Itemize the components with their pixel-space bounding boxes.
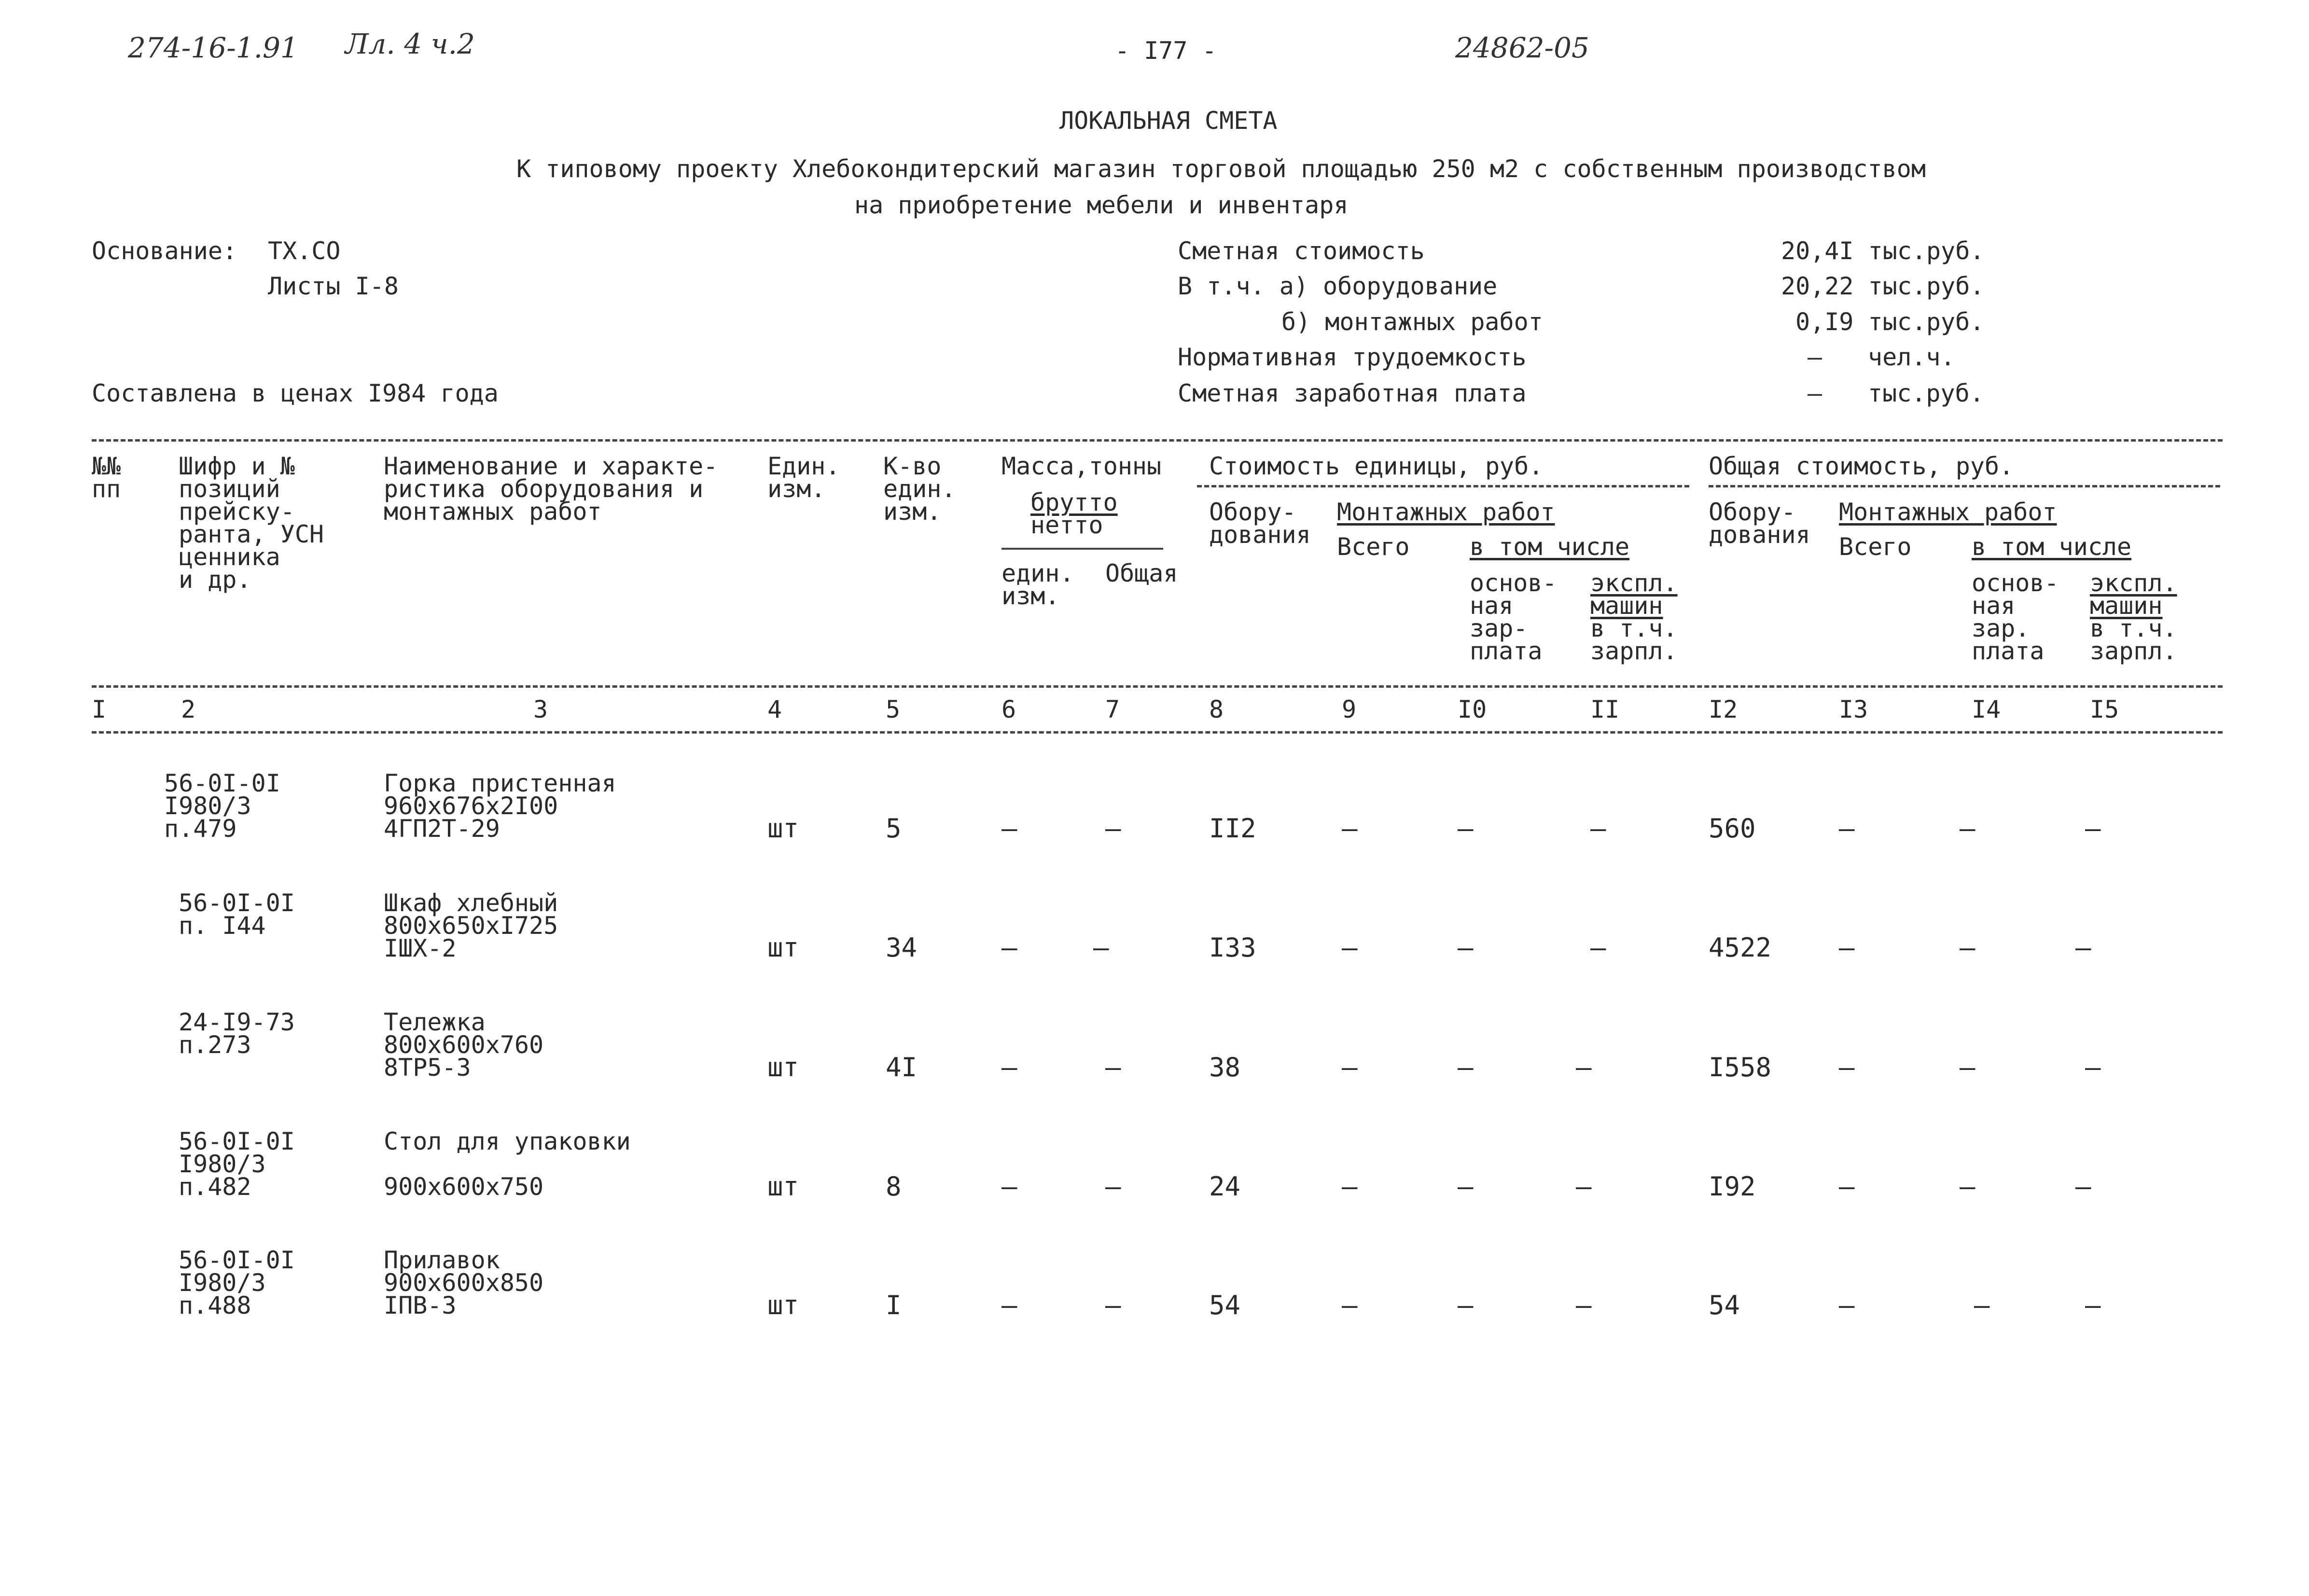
row-unit: шт — [767, 932, 799, 963]
row-price-code: 56-0I-0I п. I44 — [179, 889, 295, 940]
row-unit-equipment-cost: I33 — [1209, 932, 1256, 963]
col-header-unit-machines-wage: в т.ч. зарпл. — [1590, 614, 1678, 665]
row-mass-unit: – — [1001, 1171, 1017, 1202]
col-header-name: Наименование и характе- ристика оборудования и монтажных работ — [384, 452, 718, 526]
row-total-machines: – — [2075, 1171, 2091, 1202]
col-group-unit-including: в том числе — [1470, 533, 1630, 561]
row-item-name: Стол для упаковки 900х600х750 — [384, 1127, 631, 1201]
labor-intensity-label: Нормативная трудоемкость — [1178, 343, 1527, 371]
column-number: 4 — [767, 695, 782, 723]
row-item-name: Горка пристенная 960х676х2I00 4ГП2Т-29 — [384, 769, 616, 843]
row-item-name: Тележка 800х600х760 8ТР5-3 — [384, 1008, 544, 1082]
row-total-install-total: – — [1839, 932, 1855, 963]
row-total-equipment-cost: I558 — [1709, 1052, 1772, 1083]
row-total-machines: – — [2075, 932, 2091, 963]
column-number: 8 — [1209, 695, 1224, 723]
row-total-base-wage: – — [1974, 1290, 1990, 1320]
row-total-equipment-cost: 4522 — [1709, 932, 1772, 963]
row-unit-install-total: – — [1342, 1290, 1358, 1320]
row-price-code: 56-0I-0I I980/3 п.479 — [164, 769, 280, 843]
column-number: 2 — [181, 695, 196, 723]
col-header-unit: Един. изм. — [767, 452, 840, 503]
row-total-equipment-cost: 54 — [1709, 1290, 1740, 1320]
column-number: II — [1590, 695, 1620, 723]
col-header-brutto: брутто — [1030, 488, 1118, 516]
row-unit-base-wage: – — [1458, 1052, 1474, 1083]
col-header-total-machines: экспл. машин — [2090, 569, 2177, 620]
row-unit-install-total: – — [1342, 813, 1358, 844]
row-unit-base-wage: – — [1458, 813, 1474, 844]
price-basis: Составлена в ценах I984 года — [92, 379, 499, 407]
installation-cost-label: б) монтажных работ — [1281, 308, 1543, 336]
row-mass-total: – — [1105, 1171, 1121, 1202]
row-unit-equipment-cost: 24 — [1209, 1171, 1241, 1202]
row-unit: шт — [767, 1171, 799, 1202]
unit-cost-group-rule — [1197, 485, 1689, 487]
row-total-base-wage: – — [1960, 932, 1975, 963]
column-number: I0 — [1458, 695, 1487, 723]
row-unit-base-wage: – — [1458, 1290, 1474, 1320]
row-total-machines: – — [2085, 1052, 2101, 1083]
column-number: I — [92, 695, 107, 723]
mass-subheader-rule — [1001, 548, 1163, 550]
row-unit-equipment-cost: 38 — [1209, 1052, 1241, 1083]
basis-value: ТХ.СО — [268, 237, 341, 265]
wage-fund-unit: тыс.руб. — [1868, 379, 1984, 407]
row-mass-unit: – — [1001, 1052, 1017, 1083]
row-unit-equipment-cost: II2 — [1209, 813, 1256, 844]
row-unit-install-total: – — [1342, 1171, 1358, 1202]
estimated-cost-label: Сметная стоимость — [1178, 237, 1425, 265]
column-numbers-rule — [92, 731, 2223, 734]
row-total-base-wage: – — [1960, 1052, 1975, 1083]
col-header-unit-base-wage: основ- ная зар- плата — [1470, 569, 1557, 665]
row-total-base-wage: – — [1960, 1171, 1975, 1202]
row-mass-total: – — [1105, 813, 1121, 844]
row-unit-equipment-cost: 54 — [1209, 1290, 1241, 1320]
col-header-mass-total: Общая — [1105, 559, 1178, 587]
row-total-equipment-cost: I92 — [1709, 1171, 1756, 1202]
row-total-machines: – — [2085, 813, 2101, 844]
row-unit-machines: – — [1590, 932, 1606, 963]
row-quantity: 5 — [886, 813, 902, 844]
row-unit-machines: – — [1576, 1171, 1592, 1202]
handwritten-reference: 274-16-1.91 — [128, 31, 298, 64]
row-mass-total: – — [1105, 1052, 1121, 1083]
col-header-quantity: К-во един. изм. — [883, 452, 956, 526]
col-header-unit-install-total: Всего — [1337, 533, 1410, 561]
row-unit-install-total: – — [1342, 932, 1358, 963]
row-unit-base-wage: – — [1458, 1171, 1474, 1202]
installation-cost-value: 0,I9 тыс.руб. — [1795, 308, 1985, 336]
row-total-machines: – — [2085, 1290, 2101, 1320]
equipment-cost-value: 20,22 тыс.руб. — [1781, 272, 1985, 300]
wage-fund-label: Сметная заработная плата — [1178, 379, 1527, 407]
row-unit-machines: – — [1576, 1290, 1592, 1320]
col-header-mass-unit: един. изм. — [1001, 559, 1074, 610]
row-item-name: Шкаф хлебный 800х650хI725 IШХ-2 — [384, 889, 558, 962]
row-unit-machines: – — [1576, 1052, 1592, 1083]
handwritten-sheet-part: Лл. 4 ч.2 — [345, 28, 475, 60]
row-price-code: 56-0I-0I I980/3 п.488 — [179, 1246, 295, 1319]
row-price-code: 56-0I-0I I980/3 п.482 — [179, 1127, 295, 1201]
row-mass-total: – — [1093, 932, 1109, 963]
column-number: I3 — [1839, 695, 1868, 723]
row-total-base-wage: – — [1960, 813, 1975, 844]
row-item-name: Прилавок 900х600х850 IПВ-3 — [384, 1246, 544, 1319]
row-price-code: 24-I9-73 п.273 — [179, 1008, 295, 1059]
column-number: 3 — [533, 695, 548, 723]
page-number: - I77 - — [1115, 37, 1217, 65]
col-header-unit-machines: экспл. машин — [1590, 569, 1678, 620]
row-mass-total: – — [1105, 1290, 1121, 1320]
column-number: I4 — [1972, 695, 2001, 723]
col-group-total-cost: Общая стоимость, руб. — [1709, 452, 2014, 480]
wage-fund-value: – — [1808, 379, 1822, 407]
row-mass-unit: – — [1001, 1290, 1017, 1320]
row-unit: шт — [767, 813, 799, 844]
column-number: I5 — [2090, 695, 2119, 723]
total-cost-group-rule — [1709, 485, 2220, 487]
col-header-total-equipment: Обору- дования — [1709, 498, 1810, 549]
col-header-netto: нетто — [1030, 511, 1103, 539]
basis-label: Основание: — [92, 237, 237, 265]
col-group-unit-installation: Монтажных работ — [1337, 498, 1555, 526]
row-total-install-total: – — [1839, 813, 1855, 844]
col-header-total-machines-wage: в т.ч. зарпл. — [2090, 614, 2177, 665]
table-top-rule — [92, 439, 2223, 442]
handwritten-code: 24862-05 — [1455, 31, 1589, 64]
basis-sheets: Листы I-8 — [268, 272, 399, 300]
row-total-install-total: – — [1839, 1052, 1855, 1083]
col-group-mass: Масса,тонны — [1001, 452, 1162, 480]
column-number: 6 — [1001, 695, 1016, 723]
labor-intensity-value: – — [1808, 343, 1822, 371]
row-unit-machines: – — [1590, 813, 1606, 844]
col-header-total-base-wage: основ- ная зар. плата — [1972, 569, 2059, 665]
row-unit-base-wage: – — [1458, 932, 1474, 963]
row-quantity: 4I — [886, 1052, 918, 1083]
column-number: 9 — [1342, 695, 1357, 723]
row-total-install-total: – — [1839, 1290, 1855, 1320]
column-number: I2 — [1709, 695, 1738, 723]
row-quantity: I — [886, 1290, 902, 1320]
row-total-equipment-cost: 560 — [1709, 813, 1756, 844]
row-unit: шт — [767, 1290, 799, 1320]
row-unit-install-total: – — [1342, 1052, 1358, 1083]
column-number: 5 — [886, 695, 901, 723]
col-header-total-install-total: Всего — [1839, 533, 1912, 561]
labor-intensity-unit: чел.ч. — [1868, 343, 1955, 371]
row-mass-unit: – — [1001, 932, 1017, 963]
row-quantity: 34 — [886, 932, 918, 963]
row-quantity: 8 — [886, 1171, 902, 1202]
column-number: 7 — [1105, 695, 1120, 723]
col-group-total-installation: Монтажных работ — [1839, 498, 2057, 526]
col-group-total-including: в том числе — [1972, 533, 2132, 561]
row-total-install-total: – — [1839, 1171, 1855, 1202]
document-title: ЛОКАЛЬНАЯ СМЕТА — [1059, 107, 1278, 135]
col-header-unit-equipment: Обору- дования — [1209, 498, 1311, 549]
document-subtitle-line1: К типовому проекту Хлебокондитерский магазин торговой площадью 250 м2 с собственным производством — [516, 155, 1926, 183]
col-group-unit-cost: Стоимость единицы, руб. — [1209, 452, 1544, 480]
col-header-code: Шифр и № позиций прейску- ранта, УСН ценника и др. — [179, 452, 324, 594]
document-subtitle-line2: на приобретение мебели и инвентаря — [854, 191, 1349, 219]
estimated-cost-value: 20,4I тыс.руб. — [1781, 237, 1985, 265]
header-bottom-rule — [92, 685, 2223, 688]
row-mass-unit: – — [1001, 813, 1017, 844]
col-header-number: №№ пп — [92, 452, 121, 503]
equipment-cost-label: В т.ч. а) оборудование — [1178, 272, 1498, 300]
row-unit: шт — [767, 1052, 799, 1083]
